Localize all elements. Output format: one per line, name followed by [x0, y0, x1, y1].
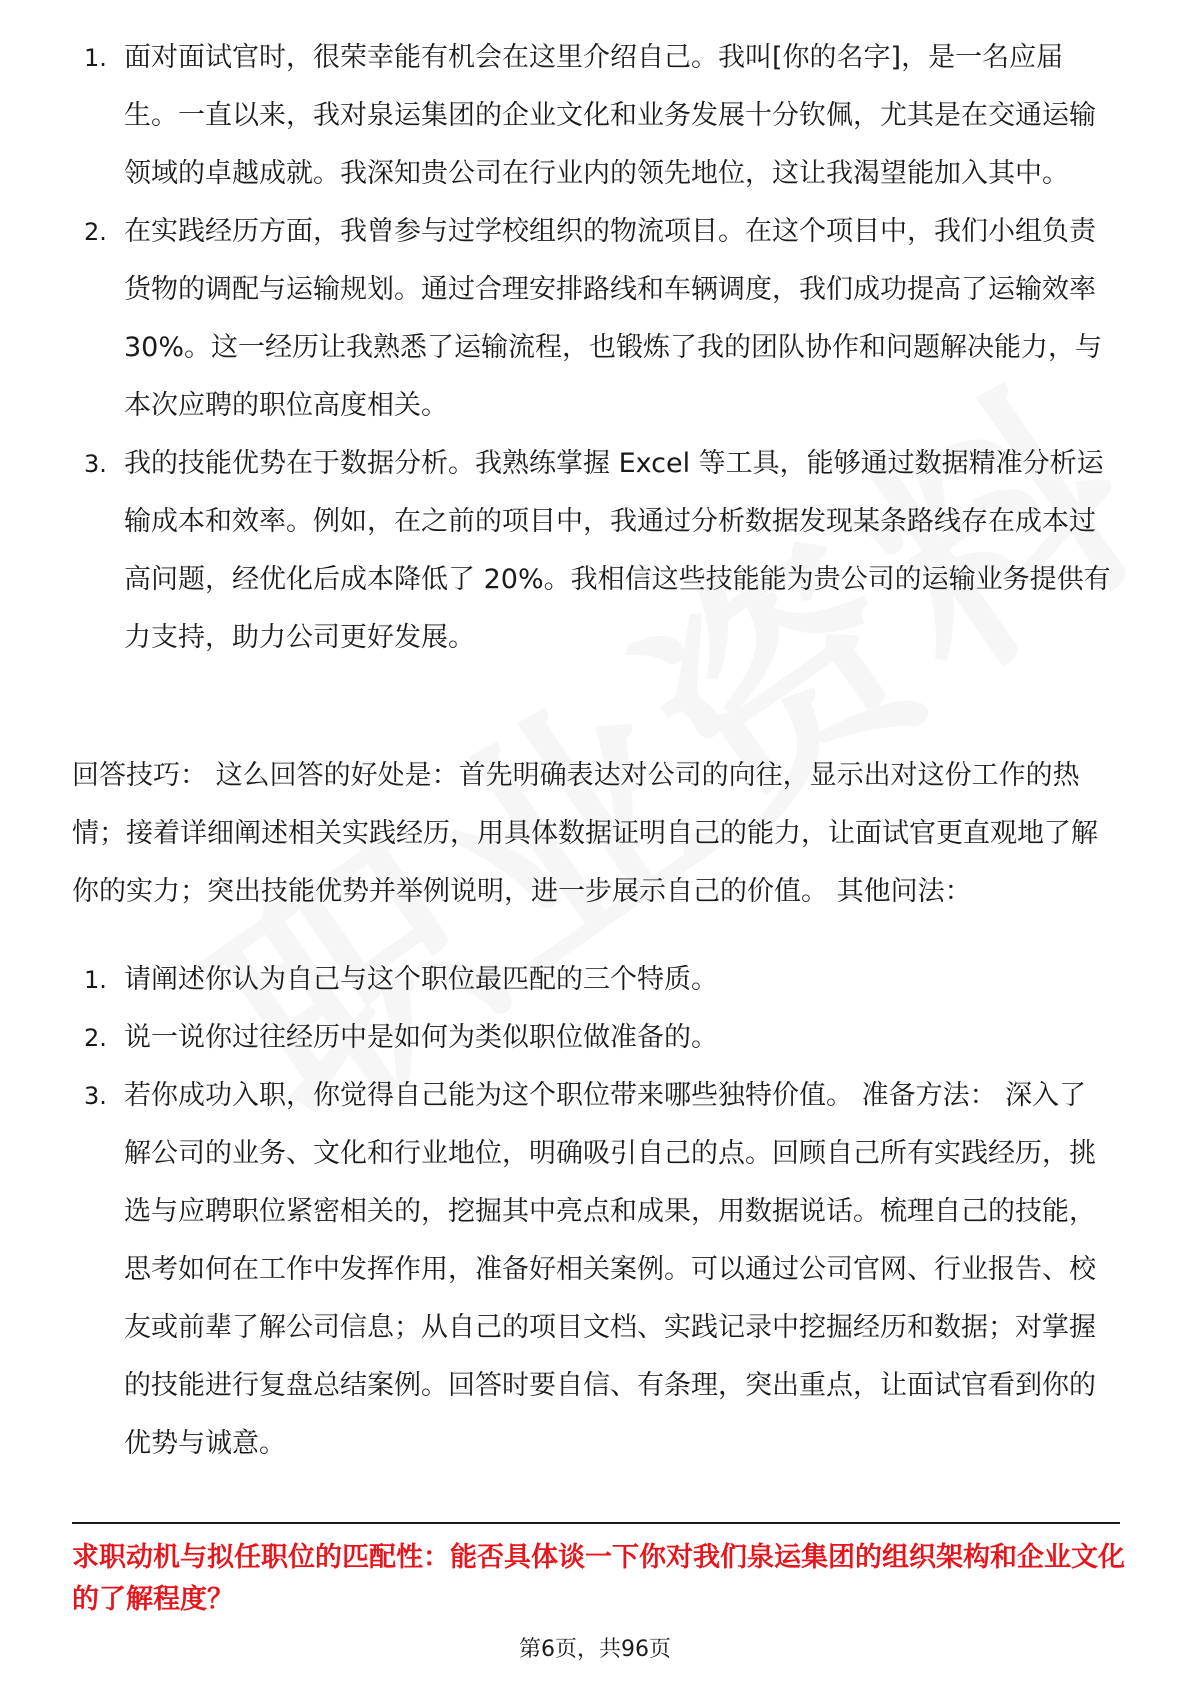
list-number: 2. [84, 218, 107, 246]
question-heading: 求职动机与拟任职位的匹配性：能否具体谈一下你对我们泉运集团的组织架构和企业文化的了解程度？ [72, 1542, 1125, 1615]
page-number: 第6页，共96页 [519, 1637, 671, 1662]
answer-list [0, 29, 1190, 667]
answer-tips-paragraph: 回答技巧： 这么回答的好处是：首先明确表达对公司的向往，显示出对这份工作的热情；接着详细阐述相关实践经历，用具体数据证明自己的能力，让面试官更直观地了解你的实力；突出技能优势并举例说明，进一步展示自己的价值。 其他问法： [72, 760, 1098, 907]
list-item [0, 203, 1190, 435]
list-item [0, 1009, 1190, 1067]
list-number: 1. [84, 44, 107, 72]
list-number: 3. [84, 450, 107, 478]
list-item-text: 请阐述你认为自己与这个职位最匹配的三个特质。 [124, 964, 718, 995]
list-item-text: 我的技能优势在于数据分析。我熟练掌握 Excel 等工具，能够通过数据精准分析运输成本和效率。例如，在之前的项目中，我通过分析数据发现某条路线存在成本过高问题，经优化后成本降低了 20%。我相信这些技能能为贵公司的运输业务提供有力支持，助力公司更好发展。 [124, 448, 1111, 653]
list-number: 3. [84, 1082, 107, 1110]
list-number: 1. [84, 966, 107, 994]
section-divider [72, 1522, 1120, 1524]
list-item-text: 在实践经历方面，我曾参与过学校组织的物流项目。在这个项目中，我们小组负责货物的调配与运输规划。通过合理安排路线和车辆调度，我们成功提高了运输效率 30%。这一经历让我熟悉了运输流程，也锻炼了我的团队协作和问题解决能力，与本次应聘的职位高度相关。 [124, 216, 1103, 421]
list-item [0, 951, 1190, 1009]
list-item [0, 1067, 1190, 1473]
list-item-text: 若你成功入职，你觉得自己能为这个职位带来哪些独特价值。 准备方法： 深入了解公司的业务、文化和行业地位，明确吸引自己的点。回顾自己所有实践经历，挑选与应聘职位紧密相关的，挖掘其中亮点和成果，用数据说话。梳理自己的技能，思考如何在工作中发挥作用，准备好相关案例。可以通过公司官网、行业报告、校友或前辈了解公司信息；从自己的项目文档、实践记录中挖掘经历和数据；对掌握的技能进行复盘总结案例。回答时要自信、有条理，突出重点，让面试官看到你的优势与诚意。 [124, 1080, 1096, 1459]
list-item [0, 435, 1190, 667]
list-item-text: 说一说你过往经历中是如何为类似职位做准备的。 [124, 1022, 718, 1053]
other-questions-list [0, 951, 1190, 1473]
list-item-text: 面对面试官时，很荣幸能有机会在这里介绍自己。我叫[你的名字]，是一名应届生。一直以来，我对泉运集团的企业文化和业务发展十分钦佩，尤其是在交通运输领域的卓越成就。我深知贵公司在行业内的领先地位，这让我渴望能加入其中。 [124, 42, 1096, 189]
list-number: 2. [84, 1024, 107, 1052]
list-item [0, 29, 1190, 203]
